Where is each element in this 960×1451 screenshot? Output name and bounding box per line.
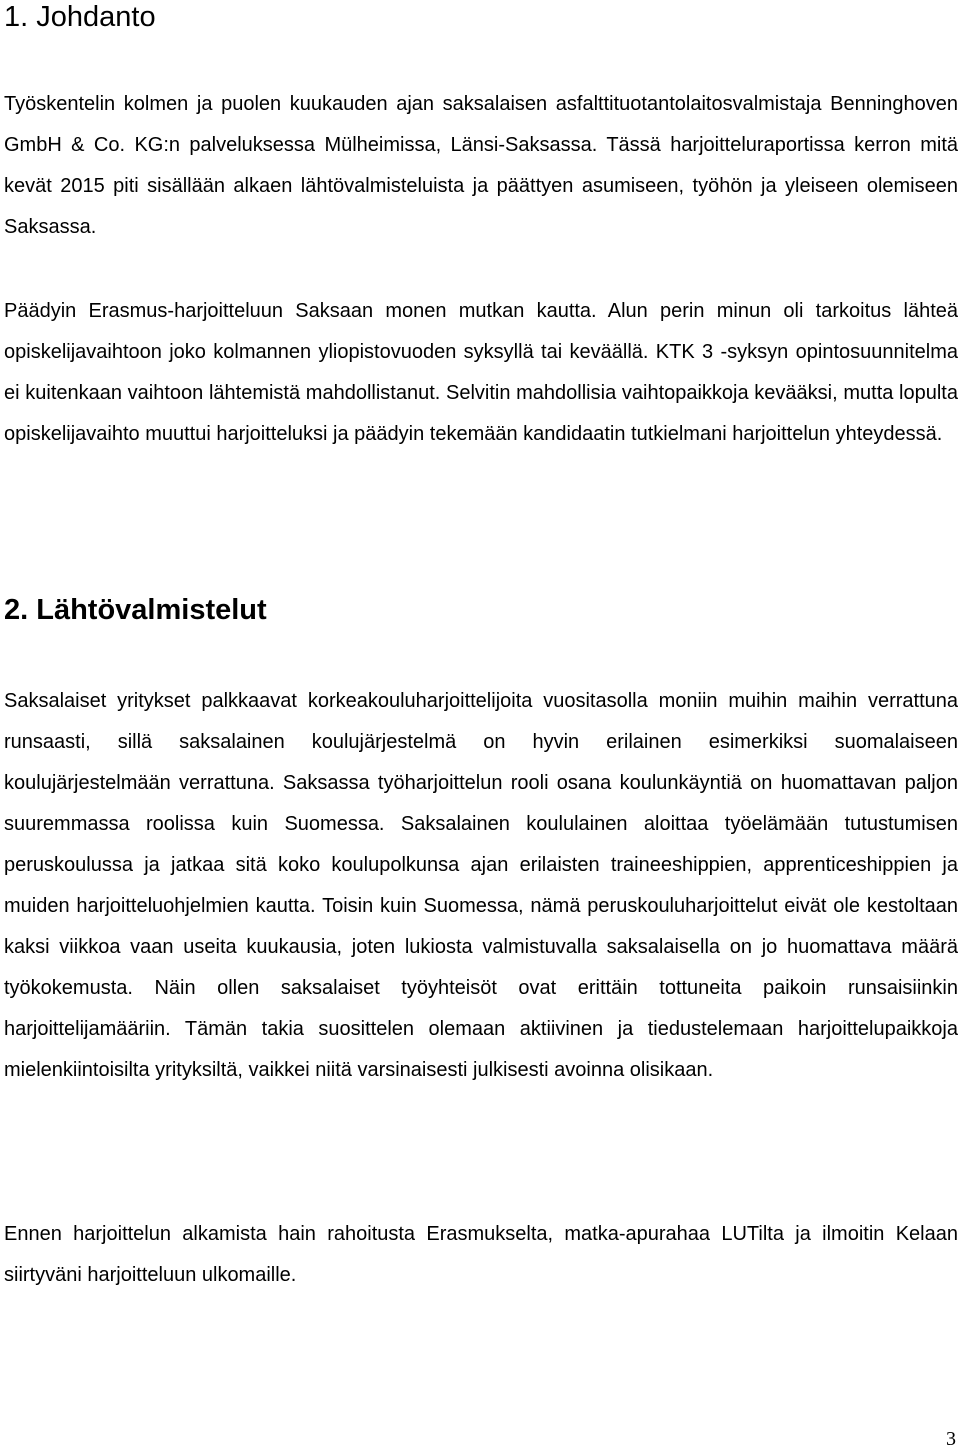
section-heading-lahtovalmistelut: 2. Lähtövalmistelut — [4, 594, 267, 626]
section-heading-johdanto: 1. Johdanto — [4, 1, 156, 33]
paragraph-erasmus-background: Päädyin Erasmus-harjoitteluun Saksaan monen mutkan kautta. Alun perin minun oli tarkoitus lähteä opiskelijavaihtoon joko kolmannen yliopistovuoden syksyllä tai keväällä. KTK 3 -syksyn opintosuunnitelma ei kuitenkaan vaihtoon lähtemistä mahdollistanut. Selvitin mahdollisia vaihtopaikkoja kevääksi, mutta lopulta opiskelijavaihto muuttui harjoitteluksi ja päädyin tekemään kandidaatin tutkielmani harjoittelun yhteydessä. — [4, 300, 958, 445]
paragraph-funding: Ennen harjoittelun alkamista hain rahoitusta Erasmukselta, matka-apurahaa LUTilta ja ilmoitin Kelaan siirtyväni harjoitteluun ulkomaille. — [4, 1223, 958, 1286]
paragraph-german-internships: Saksalaiset yritykset palkkaavat korkeakouluharjoittelijoita vuositasolla moniin muihin maihin verrattuna runsaasti, sillä saksalainen koulujärjestelmä on hyvin erilainen esimerkiksi suomalaiseen koulujärjestelmään verrattuna. Saksassa työharjoittelun rooli osana koulunkäyntiä on huomattavan paljon suuremmassa roolissa kuin Suomessa. Saksalainen koululainen aloittaa työelämään tutustumisen peruskoulussa ja jatkaa sitä koko koulupolkunsa ajan erilaisten traineeshippien, apprenticeshippien ja muiden harjoitteluohjelmien kautta. Toisin kuin Suomessa, nämä peruskouluharjoittelut eivät ole kestoltaan kaksi viikkoa vaan useita kuukausia, joten lukiosta valmistuvalla saksalaisella on jo huomattava määrä työkokemusta. Näin ollen saksalaiset työyhteisöt ovat erittäin tottuneita paikoin runsaisiinkin harjoittelijamääriin. Tämän takia suosittelen olemaan aktiivinen ja tiedustelemaan harjoittelupaikkoja mielenkiintoisilta yrityksiltä, vaikkei niitä varsinaisesti julkisesti avoinna olisikaan. — [4, 690, 958, 1081]
page-number: 3 — [946, 1428, 956, 1450]
paragraph-intro: Työskentelin kolmen ja puolen kuukauden ajan saksalaisen asfalttituotantolaitosvalmistaja Benninghoven GmbH & Co. KG:n palveluksessa Mülheimissa, Länsi-Saksassa. Tässä harjoitteluraportissa kerron mitä kevät 2015 piti sisällään alkaen lähtövalmisteluista ja päättyen asumiseen, työhön ja yleiseen olemiseen Saksassa. — [4, 93, 958, 238]
